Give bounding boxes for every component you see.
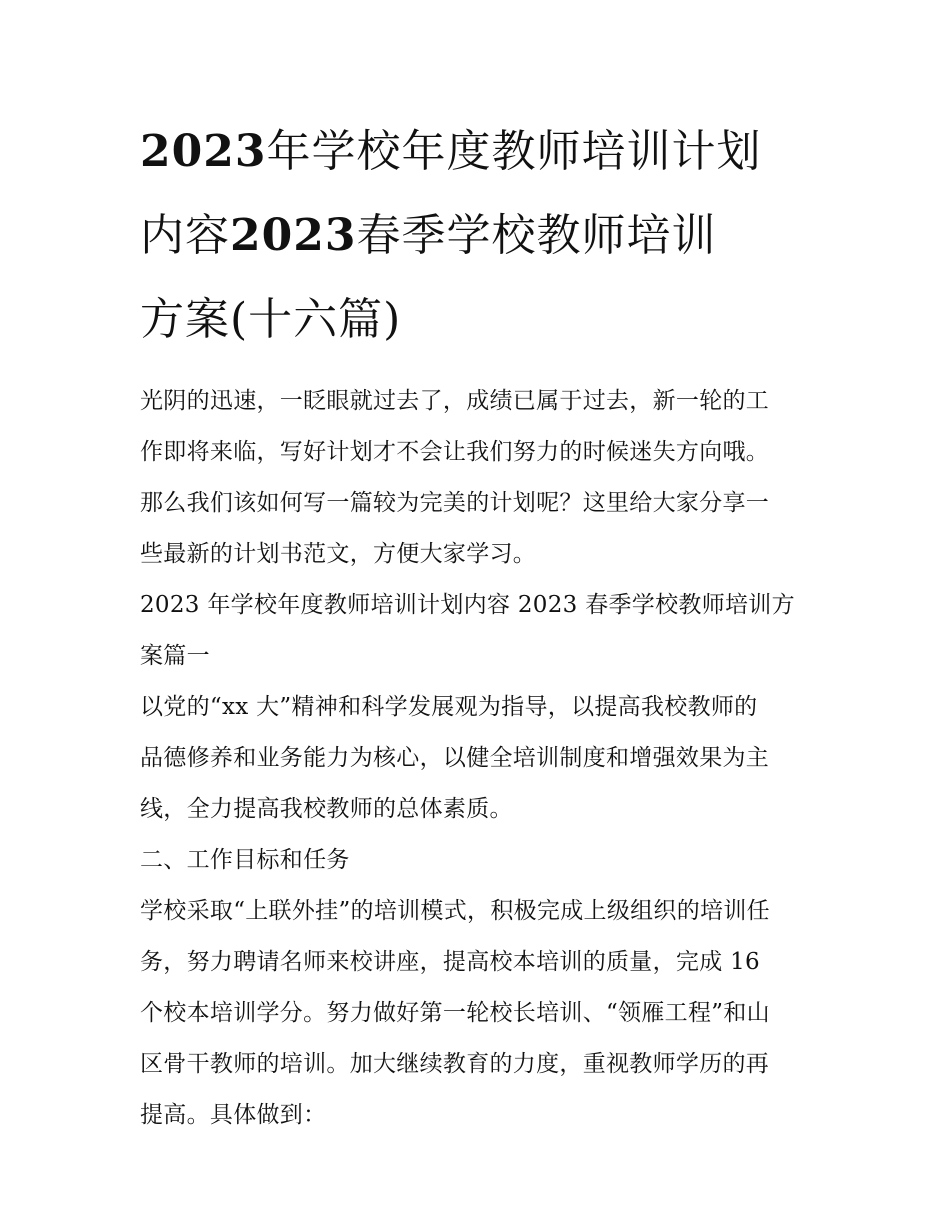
text-line: 2023 年学校年度教师培训计划内容 2023 春季学校教师培训方: [140, 592, 795, 618]
text-line: 那么我们该如何写一篇较为完美的计划呢？这里给大家分享一: [140, 490, 770, 516]
document-title: [140, 110, 820, 362]
text-line: 线，全力提高我校教师的总体素质。: [140, 796, 513, 822]
text-line: 学校采取“上联外挂”的培训模式，积极完成上级组织的培训任: [140, 898, 770, 924]
title-text: 方案(十六篇): [140, 294, 402, 345]
text-line: 案篇一: [140, 643, 210, 669]
text-line: 品德修养和业务能力为核心，以健全培训制度和增强效果为主: [140, 745, 770, 771]
subsection-heading: [140, 835, 820, 886]
goals-paragraph: [140, 886, 820, 1141]
title-year: 2023: [140, 126, 267, 177]
text-line: 务，努力聘请名师来校讲座，提高校本培训的质量，完成 16: [140, 949, 760, 975]
document-body: [140, 376, 820, 1141]
title-text: 春季学校教师培训: [356, 210, 717, 261]
title-line: [140, 194, 820, 278]
text-line: 个校本培训学分。努力做好第一轮校长培训、“领雁工程”和山: [140, 1000, 770, 1026]
title-year: 2023: [230, 210, 357, 261]
document-page: [140, 110, 820, 1141]
guiding-paragraph: [140, 682, 820, 835]
text-line: 二、工作目标和任务: [140, 847, 350, 873]
text-line: 提高。具体做到：: [140, 1102, 327, 1128]
title-line: [140, 278, 820, 362]
section-heading: [140, 580, 820, 682]
text-line: 以党的“xx 大”精神和科学发展观为指导，以提高我校教师的: [140, 694, 758, 720]
intro-paragraph: [140, 376, 820, 580]
text-line: 光阴的迅速，一眨眼就过去了，成绩已属于过去，新一轮的工: [140, 388, 770, 414]
title-text: 内容: [140, 210, 230, 261]
text-line: 作即将来临，写好计划才不会让我们努力的时候迷失方向哦。: [140, 439, 770, 465]
title-text: 年学校年度教师培训计划: [266, 126, 762, 177]
title-line: [140, 110, 820, 194]
text-line: 些最新的计划书范文，方便大家学习。: [140, 541, 537, 567]
text-line: 区骨干教师的培训。加大继续教育的力度，重视教师学历的再: [140, 1051, 770, 1077]
